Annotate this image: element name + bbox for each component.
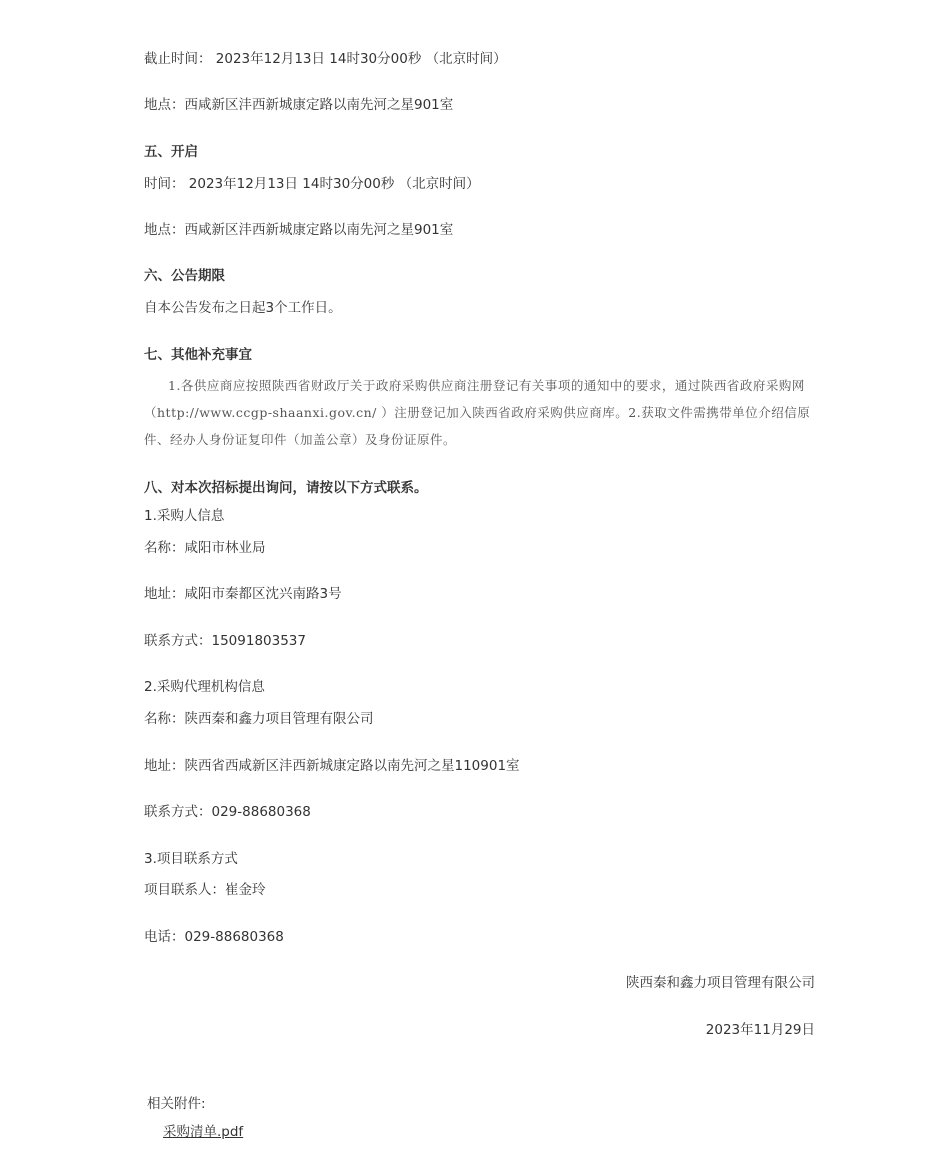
other-text: [144, 372, 812, 453]
period-heading: 六、公告期限: [144, 268, 225, 284]
project-person: 项目联系人：崔金玲: [144, 882, 266, 898]
signature-company: 陕西秦和鑫力项目管理有限公司: [626, 975, 815, 991]
agency-name: 名称：陕西秦和鑫力项目管理有限公司: [144, 711, 374, 727]
opening-time: 时间： 2023年12月13日 14时30分00秒 （北京时间）: [144, 176, 480, 192]
opening-heading: 五、开启: [144, 144, 198, 160]
agency-address: 地址：陕西省西咸新区沣西新城康定路以南先河之星110901室: [144, 758, 520, 774]
purchaser-name: 名称：咸阳市林业局: [144, 540, 266, 556]
other-heading: 七、其他补充事宜: [144, 347, 252, 363]
other-paragraph: 1.各供应商应按照陕西省财政厅关于政府采购供应商注册登记有关事项的通知中的要求，通过陕西省政府采购网（http://www.ccgp-shaanxi.gov.cn/ ）注册登记加入陕西省政府采购供应商库。2.获取文件需携带单位介绍信原件、经办人身份证复印件（加盖公章）及身份证原件。: [144, 378, 811, 447]
deadline-place: 地点：西咸新区沣西新城康定路以南先河之星901室: [144, 97, 454, 113]
project-phone: 电话：029-88680368: [144, 929, 284, 945]
agency-title: 2.采购代理机构信息: [144, 679, 265, 695]
purchaser-title: 1.采购人信息: [144, 508, 225, 524]
period-text: 自本公告发布之日起3个工作日。: [144, 300, 342, 316]
purchaser-phone: 联系方式：15091803537: [144, 633, 306, 649]
project-title: 3.项目联系方式: [144, 851, 238, 867]
signature-date: 2023年11月29日: [705, 1022, 815, 1038]
deadline-time: 截止时间： 2023年12月13日 14时30分00秒 （北京时间）: [144, 51, 507, 67]
opening-place: 地点：西咸新区沣西新城康定路以南先河之星901室: [144, 222, 454, 238]
purchaser-address: 地址：咸阳市秦都区沈兴南路3号: [144, 586, 342, 602]
contact-heading: 八、对本次招标提出询问，请按以下方式联系。: [144, 480, 428, 496]
attachment-link-procurement-list[interactable]: 采购清单.pdf: [163, 1124, 244, 1140]
attachments-label: 相关附件:: [147, 1096, 206, 1112]
agency-phone: 联系方式：029-88680368: [144, 804, 311, 820]
